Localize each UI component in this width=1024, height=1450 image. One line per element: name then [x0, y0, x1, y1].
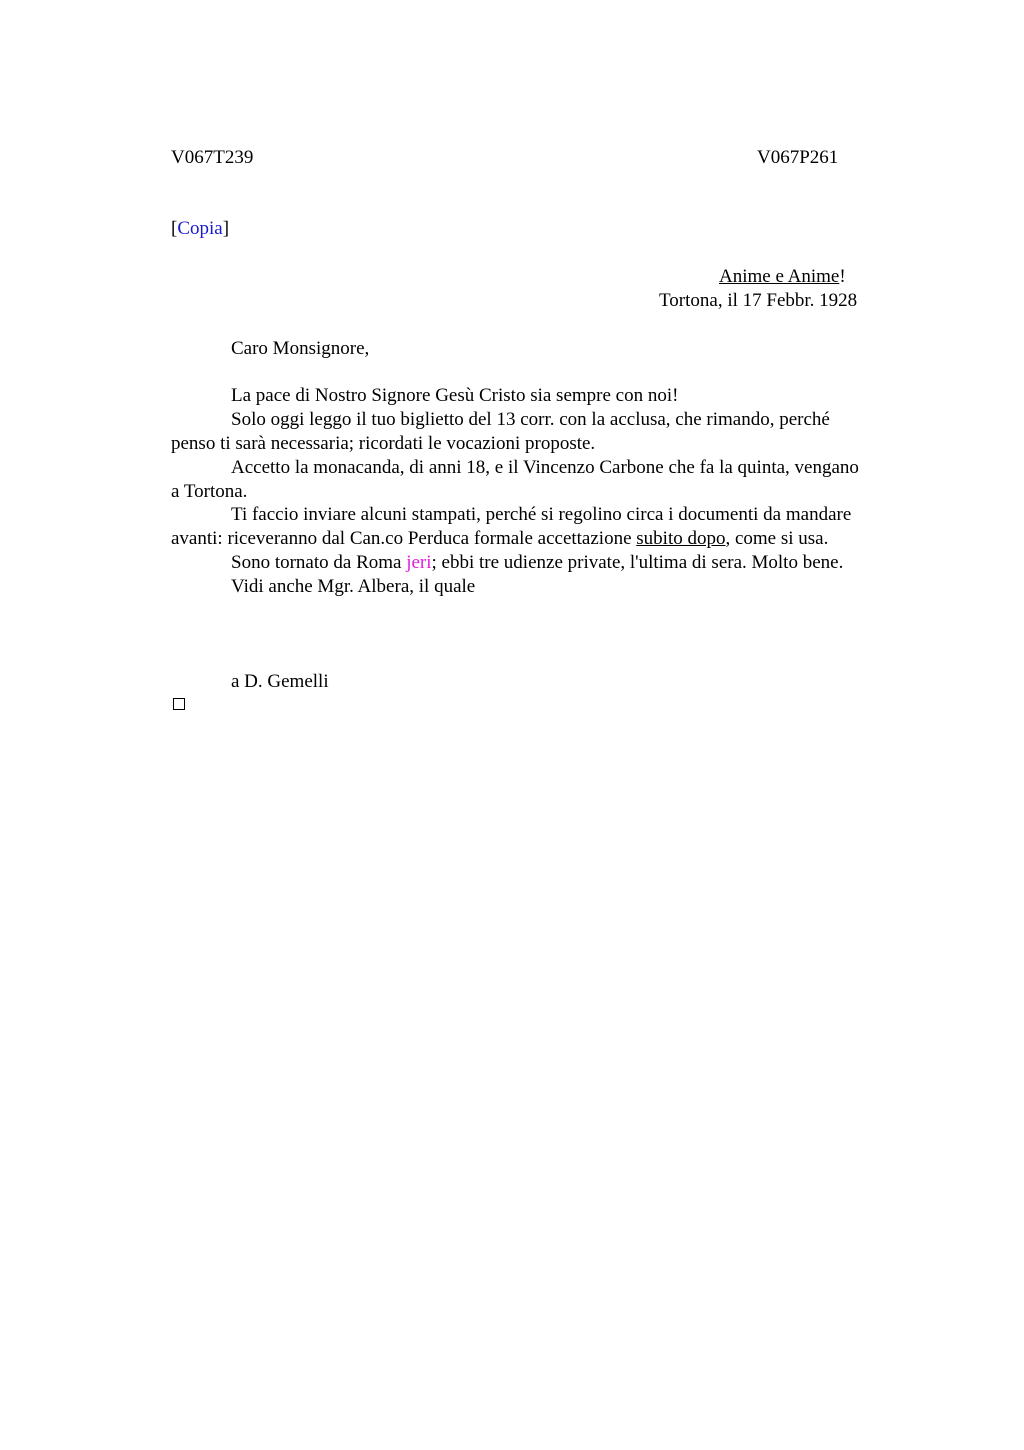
dateline: Tortona, il 17 Febbr. 1928 [659, 290, 858, 311]
copia-close-bracket: ] [222, 218, 230, 239]
recipient: a D. Gemelli [231, 671, 329, 692]
paragraph-3-line-1: Accetto la monacanda, di anni 18, e il Vincenzo Carbone che fa la quinta, vengano [231, 457, 859, 478]
paragraph-5-end: ; ebbi tre udienze private, l'ultima di sera. Molto bene. [431, 552, 844, 573]
paragraph-2-line-1: Solo oggi leggo il tuo biglietto del 13 corr. con la acclusa, che rimando, perché [231, 409, 830, 430]
jeri-highlight: jeri [406, 552, 432, 573]
paragraph-2-line-2: penso ti sarà necessaria; ricordati le vocazioni proposte. [171, 433, 596, 454]
copia-label: Copia [177, 218, 223, 239]
checkbox-icon [173, 698, 185, 710]
paragraph-4-line-2-start: avanti: riceveranno dal Can.co Perduca formale accettazione [171, 528, 637, 549]
document-code-left: V067T239 [171, 147, 254, 168]
paragraph-1: La pace di Nostro Signore Gesù Cristo sia sempre con noi! [231, 385, 679, 406]
paragraph-3-line-2: a Tortona. [171, 481, 248, 502]
paragraph-5-start: Sono tornato da Roma [231, 552, 407, 573]
paragraph-6: Vidi anche Mgr. Albera, il quale [231, 576, 476, 597]
paragraph-4-line-1: Ti faccio inviare alcuni stampati, perché si regolino circa i documenti da mandare [231, 504, 852, 525]
document-code-right: V067P261 [757, 147, 839, 168]
motto-punct: ! [839, 266, 846, 287]
motto [719, 265, 846, 289]
copia-note [171, 217, 229, 241]
salutation: Caro Monsignore, [231, 338, 370, 359]
paragraph-4-line-2 [171, 527, 828, 551]
motto-text: Anime e Anime [719, 266, 840, 287]
copia-open-bracket: [ [171, 218, 178, 239]
subito-dopo-underlined: subito dopo [636, 528, 726, 549]
paragraph-4-line-2-end: , come si usa. [725, 528, 829, 549]
paragraph-5 [231, 551, 843, 575]
